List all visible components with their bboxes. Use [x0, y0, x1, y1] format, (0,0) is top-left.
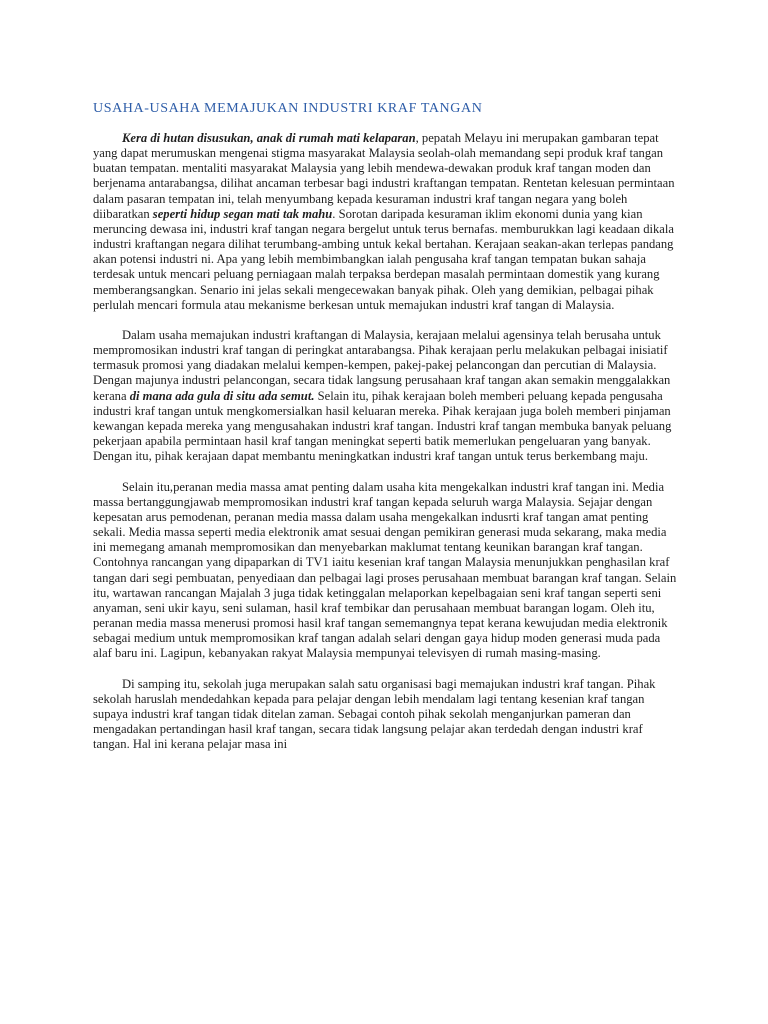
proverb-text: Kera di hutan disusukan, anak di rumah mati kelaparan: [122, 131, 416, 145]
paragraph-text: , pepatah Melayu ini merupakan gambaran tepat yang dapat merumuskan mengenai stigma masyarakat Malaysia seolah-olah memandang sepi produk kraf tangan buatan tempatan. mentaliti masyarakat Malaysia yang lebih mendewa-dewakan produk kraf tangan moden dan berjenama antarabangsa, dilihat ancaman terbesar bagi industri kraftangan tempatan. Rentetan kelesuan permintaan dalam pasaran tempatan ini, telah menyumbang kepada kesuraman industri kraf tangan negara yang boleh diibaratkan: [93, 131, 675, 221]
document-body: [93, 131, 677, 768]
document-title: USAHA-USAHA MEMAJUKAN INDUSTRI KRAF TANGAN: [93, 101, 483, 116]
paragraph-text: . Sorotan daripada kesuraman iklim ekonomi dunia yang kian meruncing dewasa ini, industri kraf tangan negara bergelut untuk terus bernafas. memburukkan lagi keadaan dikala industri kraftangan negara dilihat terumbang-ambing untuk kekal bertahan. Kerajaan seakan-akan terlepas pandang akan potensi industri ni. Apa yang lebih membimbangkan ialah pengusaha kraf tangan tempatan bukan sahaja terdesak untuk mencari peluang perniagaan malah terpaksa berdepan masalah permintaan domestik yang kurang memberangsangkan. Senario ini jelas sekali mengecewakan banyak pihak. Oleh yang demikian, pelbagai pihak perlulah mencari formula atau mekanisme berkesan untuk memajukan industri kraf tangan di Malaysia.: [93, 206, 674, 312]
proverb-text: di mana ada gula di situ ada semut.: [129, 388, 315, 403]
paragraph-2: [93, 328, 677, 464]
paragraph-3: [93, 480, 677, 662]
proverb-text: seperti hidup segan mati tak mahu: [152, 206, 333, 221]
paragraph-text: Selain itu, pihak kerajaan boleh memberi peluang kepada pengusaha industri kraf tangan untuk mengkomersialkan hasil keluaran mereka. Pihak kerajaan juga boleh memberi pinjaman kewangan kepada mereka yang mengusahakan industri kraf tangan. Industri kraf tangan membuka banyak peluang pekerjaan apabila permintaan hasil kraf tangan meningkat seperti batik memerlukan pengeluaran yang banyak. Dengan itu, pihak kerajaan dapat membantu meningkatkan industri kraf tangan untuk terus berkembang maju.: [93, 388, 672, 464]
paragraph-text: Dalam usaha memajukan industri kraftangan di Malaysia, kerajaan melalui agensinya telah berusaha untuk mempromosikan industri kraf tangan di peringkat antarabangsa. Pihak kerajaan perlu melakukan pelbagai inisiatif termasuk promosi yang diadakan melalui kempen-kempen, pakej-pakej pelancongan dan percutian di Malaysia. Dengan majunya industri pelancongan, secara tidak langsung perusahaan kraf tangan akan semakin menggalakkan kerana: [93, 328, 671, 403]
paragraph-4: [93, 677, 677, 753]
paragraph-1: [93, 131, 677, 313]
paragraph-text: Selain itu,peranan media massa amat penting dalam usaha kita mengekalkan industri kraf tangan ini. Media massa bertanggungjawab mempromosikan industri kraf tangan kepada seluruh warga Malaysia. Sejajar dengan kepesatan arus pemodenan, peranan media massa dalam usaha mengekalkan indusrti kraf tangan amat penting sekali. Media massa seperti media elektronik amat sesuai dengan pemikiran generasi muda sekarang, maka media ini memegang amanah mempromosikan dan menyebarkan maklumat tentang keunikan barangan kraf tangan. Contohnya rancangan yang dipaparkan di TV1 iaitu kesenian kraf tangan Malaysia menunjukkan penghasilan kraf tangan dari segi pembuatan, penyediaan dan pelbagai lagi proses perusahaan membuat barangan kraf tangan. Selain itu, wartawan rancangan Majalah 3 juga tidak ketinggalan melaporkan kepelbagaian seni kraf tangan seperti seni anyaman, seni ukir kayu, seni sulaman, hasil kraf tembikar dan perusahaan membuat barangan logam. Oleh itu, peranan media massa menerusi promosi hasil kraf tangan sememangnya tepat kerana kewujudan media elektronik sebagai medium untuk mempromosikan kraf tangan adalah selari dengan gaya hidup moden generasi muda pada alaf baru ini. Lagipun, kebanyakan rakyat Malaysia mempunyai televisyen di rumah masing-masing.: [93, 479, 677, 661]
paragraph-text: Di samping itu, sekolah juga merupakan salah satu organisasi bagi memajukan industri kraf tangan. Pihak sekolah haruslah mendedahkan kepada para pelajar dengan lebih mendalam lagi tentang kesenian kraf tangan supaya industri kraf tangan tidak ditelan zaman. Sebagai contoh pihak sekolah menganjurkan pameran dan mengadakan pertandingan hasil kraf tangan, secara tidak langsung pelajar akan terdedah dengan industri kraf tangan. Hal ini kerana pelajar masa ini: [93, 676, 656, 752]
